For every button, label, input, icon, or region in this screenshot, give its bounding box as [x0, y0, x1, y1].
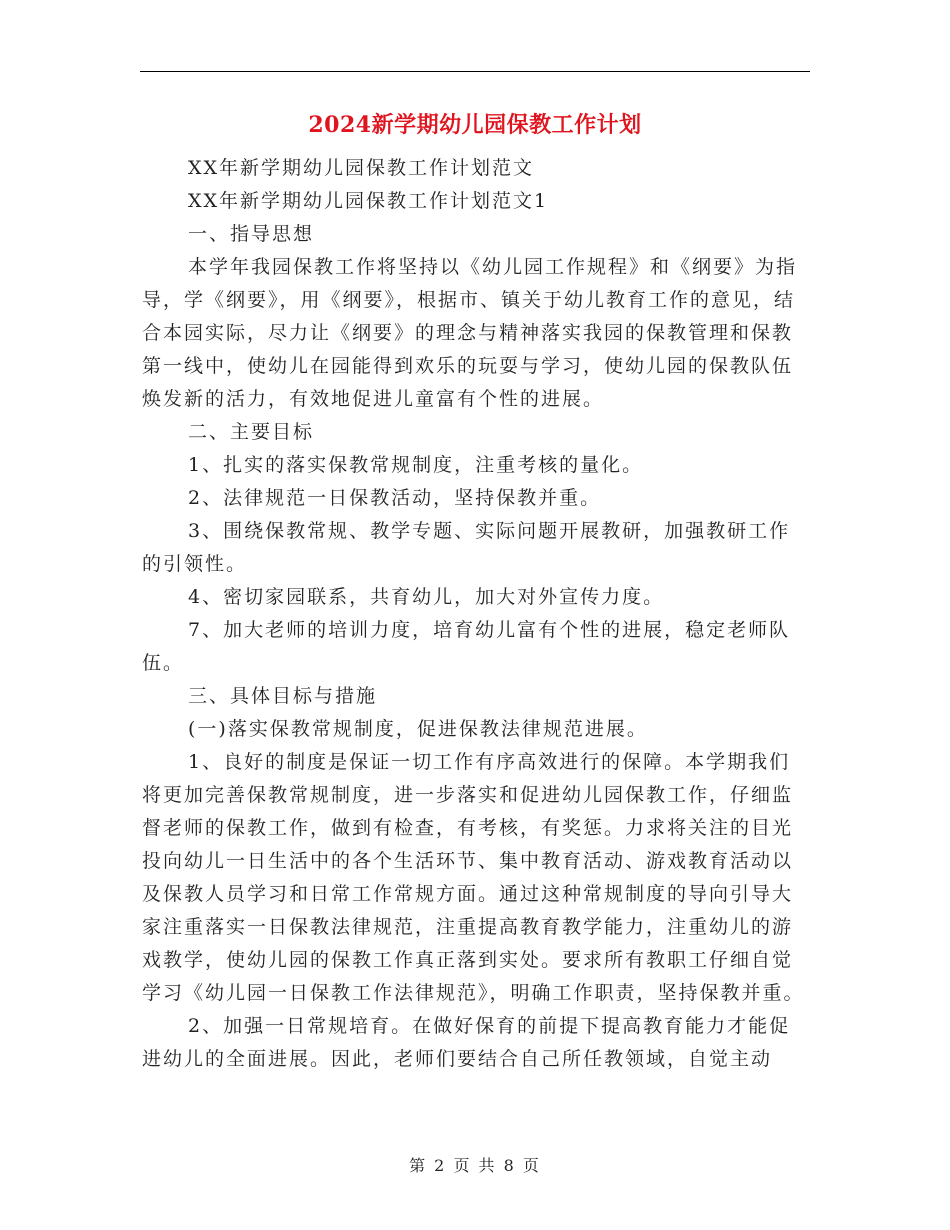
document-title: 2024新学期幼儿园保教工作计划 [308, 112, 642, 138]
subtitle-line: XX年新学期幼儿园保教工作计划范文 [188, 157, 535, 179]
page-number: 第 2 页 共 8 页 [409, 1156, 541, 1175]
list-item: 4、密切家园联系，共育幼儿，加大对外宣传力度。 [188, 586, 665, 608]
body-paragraph: 2、加强一日常规培育。在做好保育的前提下提高教育能力才能促进幼儿的全面进展。因此，老师们要结合自己所任教领域，自觉主动 [142, 1015, 791, 1070]
sub-heading: (一)落实保教常规制度，促进保教法律规范进展。 [188, 718, 648, 740]
header-rule [140, 71, 810, 72]
list-item: 7、加大老师的培训力度，培育幼儿富有个性的进展，稳定老师队伍。 [142, 619, 791, 674]
section-heading: 一、指导思想 [188, 223, 315, 245]
section-heading: 二、主要目标 [188, 421, 315, 443]
document-body [142, 152, 808, 1076]
list-item: 1、扎实的落实保教常规制度，注重考核的量化。 [188, 454, 644, 476]
subtitle-line: XX年新学期幼儿园保教工作计划范文1 [188, 190, 549, 212]
list-item: 3、围绕保教常规、教学专题、实际问题开展教研，加强教研工作的引领性。 [142, 520, 791, 575]
list-item: 2、法律规范一日保教活动，坚持保教并重。 [188, 487, 602, 509]
body-paragraph: 1、良好的制度是保证一切工作有序高效进行的保障。本学期我们将更加完善保教常规制度，进一步落实和促进幼儿园保教工作，仔细监督老师的保教工作，做到有检查，有考核，有奖惩。力求将关注的目光投向幼儿一日生活中的各个生活环节、集中教育活动、游戏教育活动以及保教人员学习和日常工作常规方面。通过这种常规制度的导向引导大家注重落实一日保教法律规范，注重提高教育教学能力，注重幼儿的游戏教学，使幼儿园的保教工作真正落到实处。要求所有教职工仔细自觉学习《幼儿园一日保教工作法律规范》，明确工作职责，坚持保教并重。 [142, 751, 805, 1004]
section-heading: 三、具体目标与措施 [188, 685, 378, 707]
body-paragraph: 本学年我园保教工作将坚持以《幼儿园工作规程》和《纲要》为指导，学《纲要》，用《纲要》，根据市、镇关于幼儿教育工作的意见，结合本园实际，尽力让《纲要》的理念与精神落实我园的保教管理和保教第一线中，使幼儿在园能得到欢乐的玩耍与学习，使幼儿园的保教队伍焕发新的活力，有效地促进儿童富有个性的进展。 [142, 256, 798, 410]
